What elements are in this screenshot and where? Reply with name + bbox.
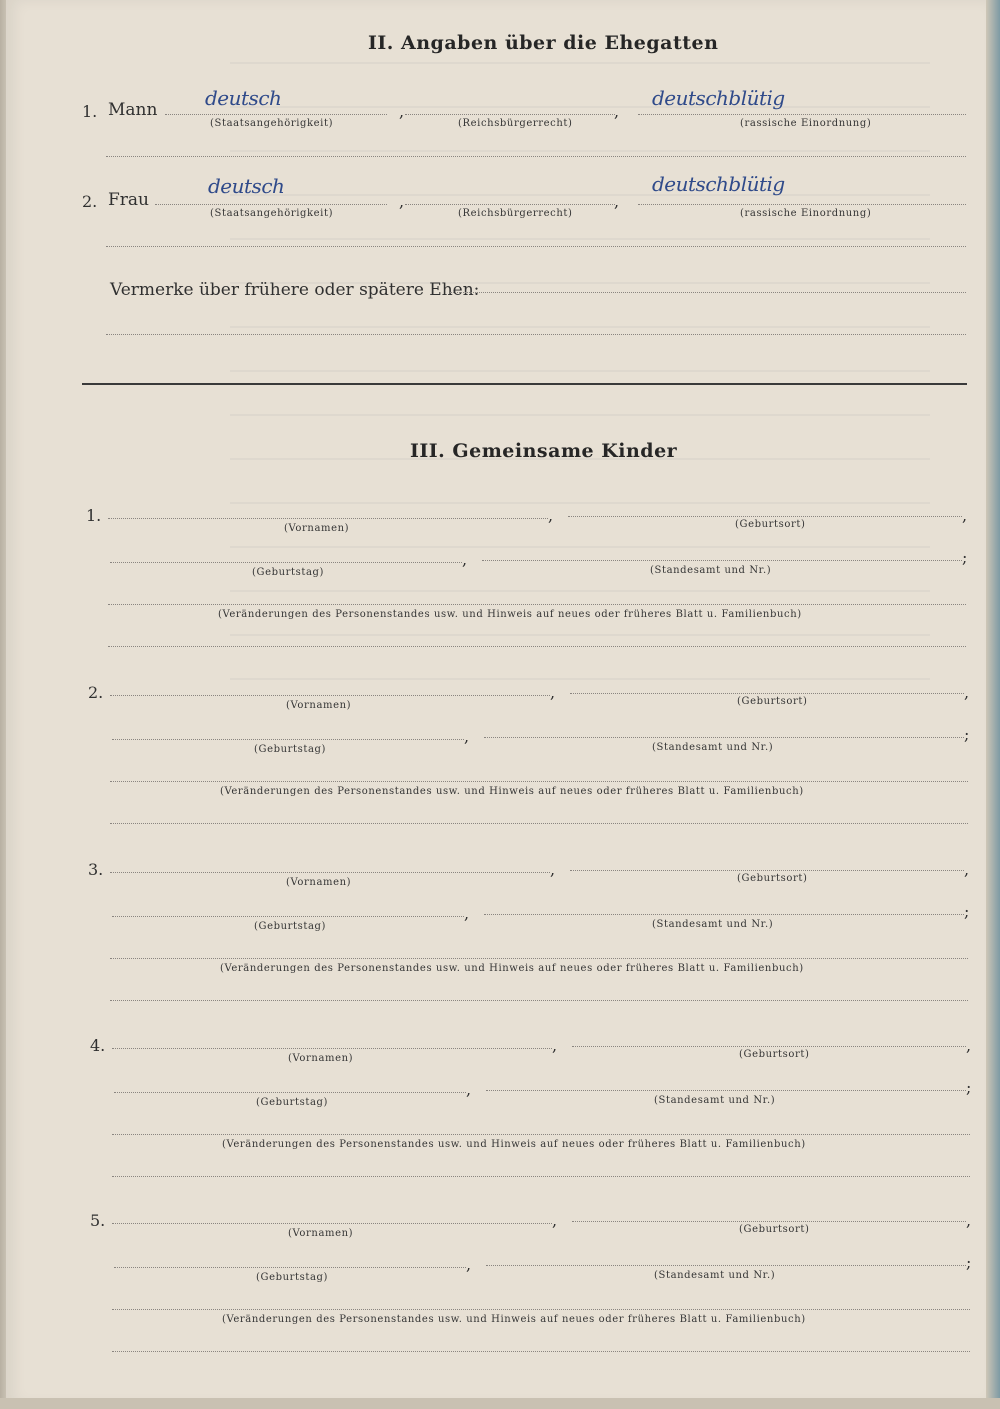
comma: ,: [550, 683, 556, 702]
comma: ,: [966, 1211, 972, 1230]
child-number: 2.: [88, 683, 104, 702]
veraenderungen-line: [112, 1309, 970, 1310]
comma: ,: [548, 506, 554, 525]
geburtstag-line: [112, 739, 464, 740]
veraenderungen-extra-line: [110, 823, 968, 824]
caption-veraenderungen: (Veränderungen des Personenstandes usw. und Hinweis auf neues oder früheres Blatt u. Familienbuch): [222, 1139, 806, 1150]
geburtsort-line: [570, 693, 964, 694]
frau-rasse-line: [638, 204, 966, 205]
mann-reichsbuergerrecht-line: [405, 114, 615, 115]
frau-extra-line: [106, 246, 966, 247]
caption-standesamt: (Standesamt und Nr.): [650, 565, 772, 576]
comma: ,: [399, 192, 405, 211]
section-3-title: III. Gemeinsame Kinder: [410, 440, 678, 462]
mann-number: 1.: [82, 102, 98, 121]
comma: ,: [466, 1080, 472, 1099]
veraenderungen-line: [112, 1134, 970, 1135]
child-number: 5.: [90, 1211, 106, 1230]
vornamen-line: [110, 872, 550, 873]
comma: ,: [614, 192, 620, 211]
caption-geburtstag: (Geburtstag): [254, 744, 327, 755]
veraenderungen-extra-line: [112, 1351, 970, 1352]
frau-staatsangehoerigkeit-line: [155, 204, 387, 205]
caption-veraenderungen: (Veränderungen des Personenstandes usw. und Hinweis auf neues oder früheres Blatt u. Familienbuch): [218, 609, 802, 620]
page-bottom-edge: [0, 1398, 1000, 1409]
comma: ,: [614, 102, 620, 121]
caption-geburtsort: (Geburtsort): [737, 873, 808, 884]
mann-staatsangehoerigkeit-handwritten: deutsch: [205, 86, 282, 110]
semicolon: ;: [964, 725, 970, 744]
caption-veraenderungen: (Veränderungen des Personenstandes usw. und Hinweis auf neues oder früheres Blatt u. Familienbuch): [220, 963, 804, 974]
caption-rassische-einordnung: (rassische Einordnung): [740, 118, 872, 129]
caption-staatsangehoerigkeit: (Staatsangehörigkeit): [210, 118, 334, 129]
caption-vornamen: (Vornamen): [286, 877, 352, 888]
vermerke-line-1: [450, 292, 966, 293]
semicolon: ;: [962, 548, 968, 567]
vornamen-line: [108, 518, 548, 519]
mann-extra-line: [106, 156, 966, 157]
frau-rasse-handwritten: deutschblütig: [652, 172, 785, 196]
comma: ,: [964, 860, 970, 879]
child-number: 4.: [90, 1036, 106, 1055]
caption-geburtsort: (Geburtsort): [737, 696, 808, 707]
comma: ,: [552, 1036, 558, 1055]
standesamt-line: [484, 737, 964, 738]
veraenderungen-extra-line: [110, 1000, 968, 1001]
caption-standesamt: (Standesamt und Nr.): [652, 919, 774, 930]
geburtsort-line: [572, 1221, 966, 1222]
caption-rassische-einordnung: (rassische Einordnung): [740, 208, 872, 219]
comma: ,: [962, 506, 968, 525]
geburtstag-line: [114, 1267, 466, 1268]
caption-standesamt: (Standesamt und Nr.): [654, 1095, 776, 1106]
comma: ,: [964, 683, 970, 702]
comma: ,: [399, 102, 405, 121]
frau-label: Frau: [108, 190, 150, 210]
caption-veraenderungen: (Veränderungen des Personenstandes usw. und Hinweis auf neues oder früheres Blatt u. Familienbuch): [220, 786, 804, 797]
caption-geburtstag: (Geburtstag): [256, 1272, 329, 1283]
caption-vornamen: (Vornamen): [288, 1228, 354, 1239]
comma: ,: [462, 550, 468, 569]
comma: ,: [550, 860, 556, 879]
mann-label: Mann: [108, 100, 158, 120]
section-divider: [82, 383, 967, 385]
standesamt-line: [482, 560, 962, 561]
geburtstag-line: [110, 562, 462, 563]
page-edge: [986, 0, 1000, 1409]
frau-number: 2.: [82, 192, 98, 211]
geburtstag-line: [112, 916, 464, 917]
caption-veraenderungen: (Veränderungen des Personenstandes usw. und Hinweis auf neues oder früheres Blatt u. Familienbuch): [222, 1314, 806, 1325]
standesamt-line: [484, 914, 964, 915]
standesamt-line: [486, 1090, 966, 1091]
geburtsort-line: [572, 1046, 966, 1047]
child-number: 3.: [88, 860, 104, 879]
caption-geburtstag: (Geburtstag): [252, 567, 325, 578]
veraenderungen-line: [108, 604, 966, 605]
semicolon: ;: [966, 1253, 972, 1272]
veraenderungen-extra-line: [112, 1176, 970, 1177]
caption-staatsangehoerigkeit: (Staatsangehörigkeit): [210, 208, 334, 219]
caption-standesamt: (Standesamt und Nr.): [652, 742, 774, 753]
caption-geburtsort: (Geburtsort): [735, 519, 806, 530]
vermerke-label: Vermerke über frühere oder spätere Ehen:: [110, 280, 480, 300]
veraenderungen-extra-line: [108, 646, 966, 647]
caption-standesamt: (Standesamt und Nr.): [654, 1270, 776, 1281]
vornamen-line: [112, 1223, 552, 1224]
comma: ,: [464, 727, 470, 746]
geburtsort-line: [568, 516, 962, 517]
caption-vornamen: (Vornamen): [286, 700, 352, 711]
veraenderungen-line: [110, 781, 968, 782]
mann-rasse-line: [638, 114, 966, 115]
caption-geburtstag: (Geburtstag): [254, 921, 327, 932]
mann-rasse-handwritten: deutschblütig: [652, 86, 785, 110]
caption-geburtsort: (Geburtsort): [739, 1224, 810, 1235]
comma: ,: [466, 1255, 472, 1274]
comma: ,: [552, 1211, 558, 1230]
vornamen-line: [112, 1048, 552, 1049]
vermerke-line-2: [106, 334, 966, 335]
caption-geburtsort: (Geburtsort): [739, 1049, 810, 1060]
comma: ,: [464, 904, 470, 923]
section-2-title: II. Angaben über die Ehegatten: [368, 32, 719, 54]
semicolon: ;: [964, 902, 970, 921]
caption-vornamen: (Vornamen): [284, 523, 350, 534]
frau-staatsangehoerigkeit-handwritten: deutsch: [208, 174, 285, 198]
geburtstag-line: [114, 1092, 466, 1093]
mann-staatsangehoerigkeit-line: [165, 114, 387, 115]
frau-reichsbuergerrecht-line: [405, 204, 615, 205]
geburtsort-line: [570, 870, 964, 871]
vornamen-line: [110, 695, 550, 696]
caption-reichsbuergerrecht: (Reichsbürgerrecht): [458, 208, 573, 219]
caption-vornamen: (Vornamen): [288, 1053, 354, 1064]
caption-geburtstag: (Geburtstag): [256, 1097, 329, 1108]
semicolon: ;: [966, 1078, 972, 1097]
child-number: 1.: [86, 506, 102, 525]
veraenderungen-line: [110, 958, 968, 959]
standesamt-line: [486, 1265, 966, 1266]
comma: ,: [966, 1036, 972, 1055]
caption-reichsbuergerrecht: (Reichsbürgerrecht): [458, 118, 573, 129]
